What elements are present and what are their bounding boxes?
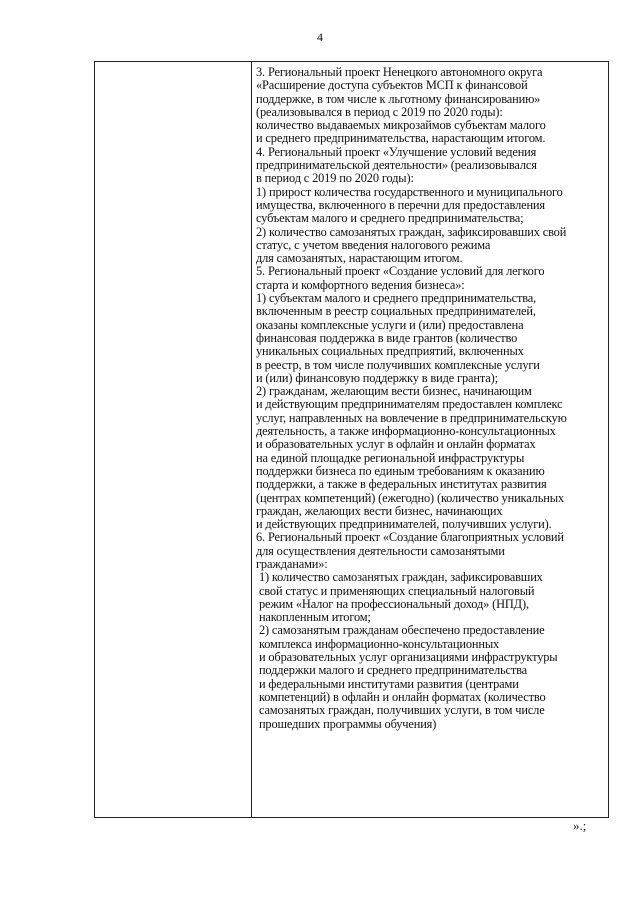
text-line: поддержки, а также в федеральных институтах развития [256, 477, 547, 492]
page-number: 4 [317, 30, 323, 44]
text-line: (реализовывался в период с 2019 по 2020 годы): [256, 104, 503, 119]
table-cell-text [256, 66, 606, 731]
text-line: компетенций) в офлайн и онлайн форматах (количество [256, 689, 546, 704]
text-line: 2) гражданам, желающим вести бизнес, начинающим [256, 384, 532, 399]
text-line: 5. Региональный проект «Создание условий для легкого [256, 264, 545, 279]
text-line: 1) прирост количества государственного и муниципального [256, 184, 563, 199]
text-line: 2) самозанятым гражданам обеспечено предоставление [256, 623, 545, 638]
document-table [94, 61, 609, 818]
text-line: самозанятых граждан, получивших услуги, в том числе [256, 703, 545, 718]
text-line: накопленным итогом; [256, 610, 371, 625]
text-line: и образовательных услуг в офлайн и онлайн форматах [256, 437, 536, 452]
text-line: субъектам малого и среднего предпринимательства; [256, 211, 524, 226]
text-line: для осуществления деятельности самозанятыми [256, 543, 505, 558]
text-line: и действующих предпринимателей, получивших услуги). [256, 517, 552, 532]
text-line: 1) субъектам малого и среднего предпринимательства, [256, 291, 537, 306]
column-divider [251, 62, 252, 817]
text-line: гражданами»: [256, 556, 328, 571]
text-line: оказаны комплексные услуги и (или) предоставлена [256, 317, 524, 332]
text-line: и действующим предпринимателям предоставлен комплекс [256, 397, 563, 412]
text-line: комплекса информационно-консультационных [256, 636, 500, 651]
text-line: и среднего предпринимательства, нарастающим итогом. [256, 131, 546, 146]
text-line: старта и комфортного ведения бизнеса»: [256, 277, 465, 292]
text-line: уникальных социальных предприятий, включенных [256, 344, 524, 359]
text-line: прошедших программы обучения) [256, 716, 437, 731]
text-line: в реестр, в том числе получивших комплексные услуги [256, 357, 540, 372]
text-line: (центрах компетенций) (ежегодно) (количество уникальных [256, 490, 564, 505]
text-line: поддержки бизнеса по единым требованиям к оказанию [256, 463, 545, 478]
text-line: и образовательных услуг организациями инфраструктуры [256, 650, 558, 665]
text-line: режим «Налог на профессиональный доход» (НПД), [256, 596, 529, 611]
text-line: 4. Региональный проект «Улучшение условий ведения [256, 144, 537, 159]
text-line: количество выдаваемых микрозаймов субъектам малого [256, 118, 546, 133]
text-line: деятельность, а также информационно-консультационных [256, 424, 556, 439]
text-line: и (или) финансовую поддержку в виде гранта); [256, 370, 498, 385]
text-line: «Расширение доступа субъектов МСП к финансовой [256, 78, 528, 93]
text-line: 6. Региональный проект «Создание благоприятных условий [256, 530, 564, 545]
text-line: 1) количество самозанятых граждан, зафиксировавших [256, 570, 543, 585]
closing-mark: ».; [573, 818, 587, 833]
text-line: свой статус и применяющих специальный налоговый [256, 583, 535, 598]
text-line: поддержке, в том числе к льготному финансированию» [256, 91, 541, 106]
text-line: граждан, желающих вести бизнес, начинающих [256, 503, 503, 518]
text-line: и федеральными институтами развития (центрами [256, 676, 519, 691]
text-line: в период с 2019 по 2020 годы): [256, 171, 414, 186]
text-line: финансовая поддержка в виде грантов (количество [256, 330, 518, 345]
text-line: 3. Региональный проект Ненецкого автономного округа [256, 65, 543, 79]
text-line: предпринимательской деятельности» (реализовывался [256, 158, 537, 173]
text-line: на единой площадке региональной инфраструктуры [256, 450, 525, 465]
text-line: для самозанятых, нарастающим итогом. [256, 251, 463, 266]
text-line: поддержки малого и среднего предпринимательства [256, 663, 528, 678]
text-line: включенным в реестр социальных предпринимателей, [256, 304, 536, 319]
text-line: 2) количество самозанятых граждан, зафиксировавших свой [256, 224, 567, 239]
text-line: услуг, направленных на вовлечение в предпринимательскую [256, 410, 567, 425]
text-line: статус, с учетом введения налогового режима [256, 237, 491, 252]
text-line: имущества, включенного в перечни для предоставления [256, 197, 545, 212]
